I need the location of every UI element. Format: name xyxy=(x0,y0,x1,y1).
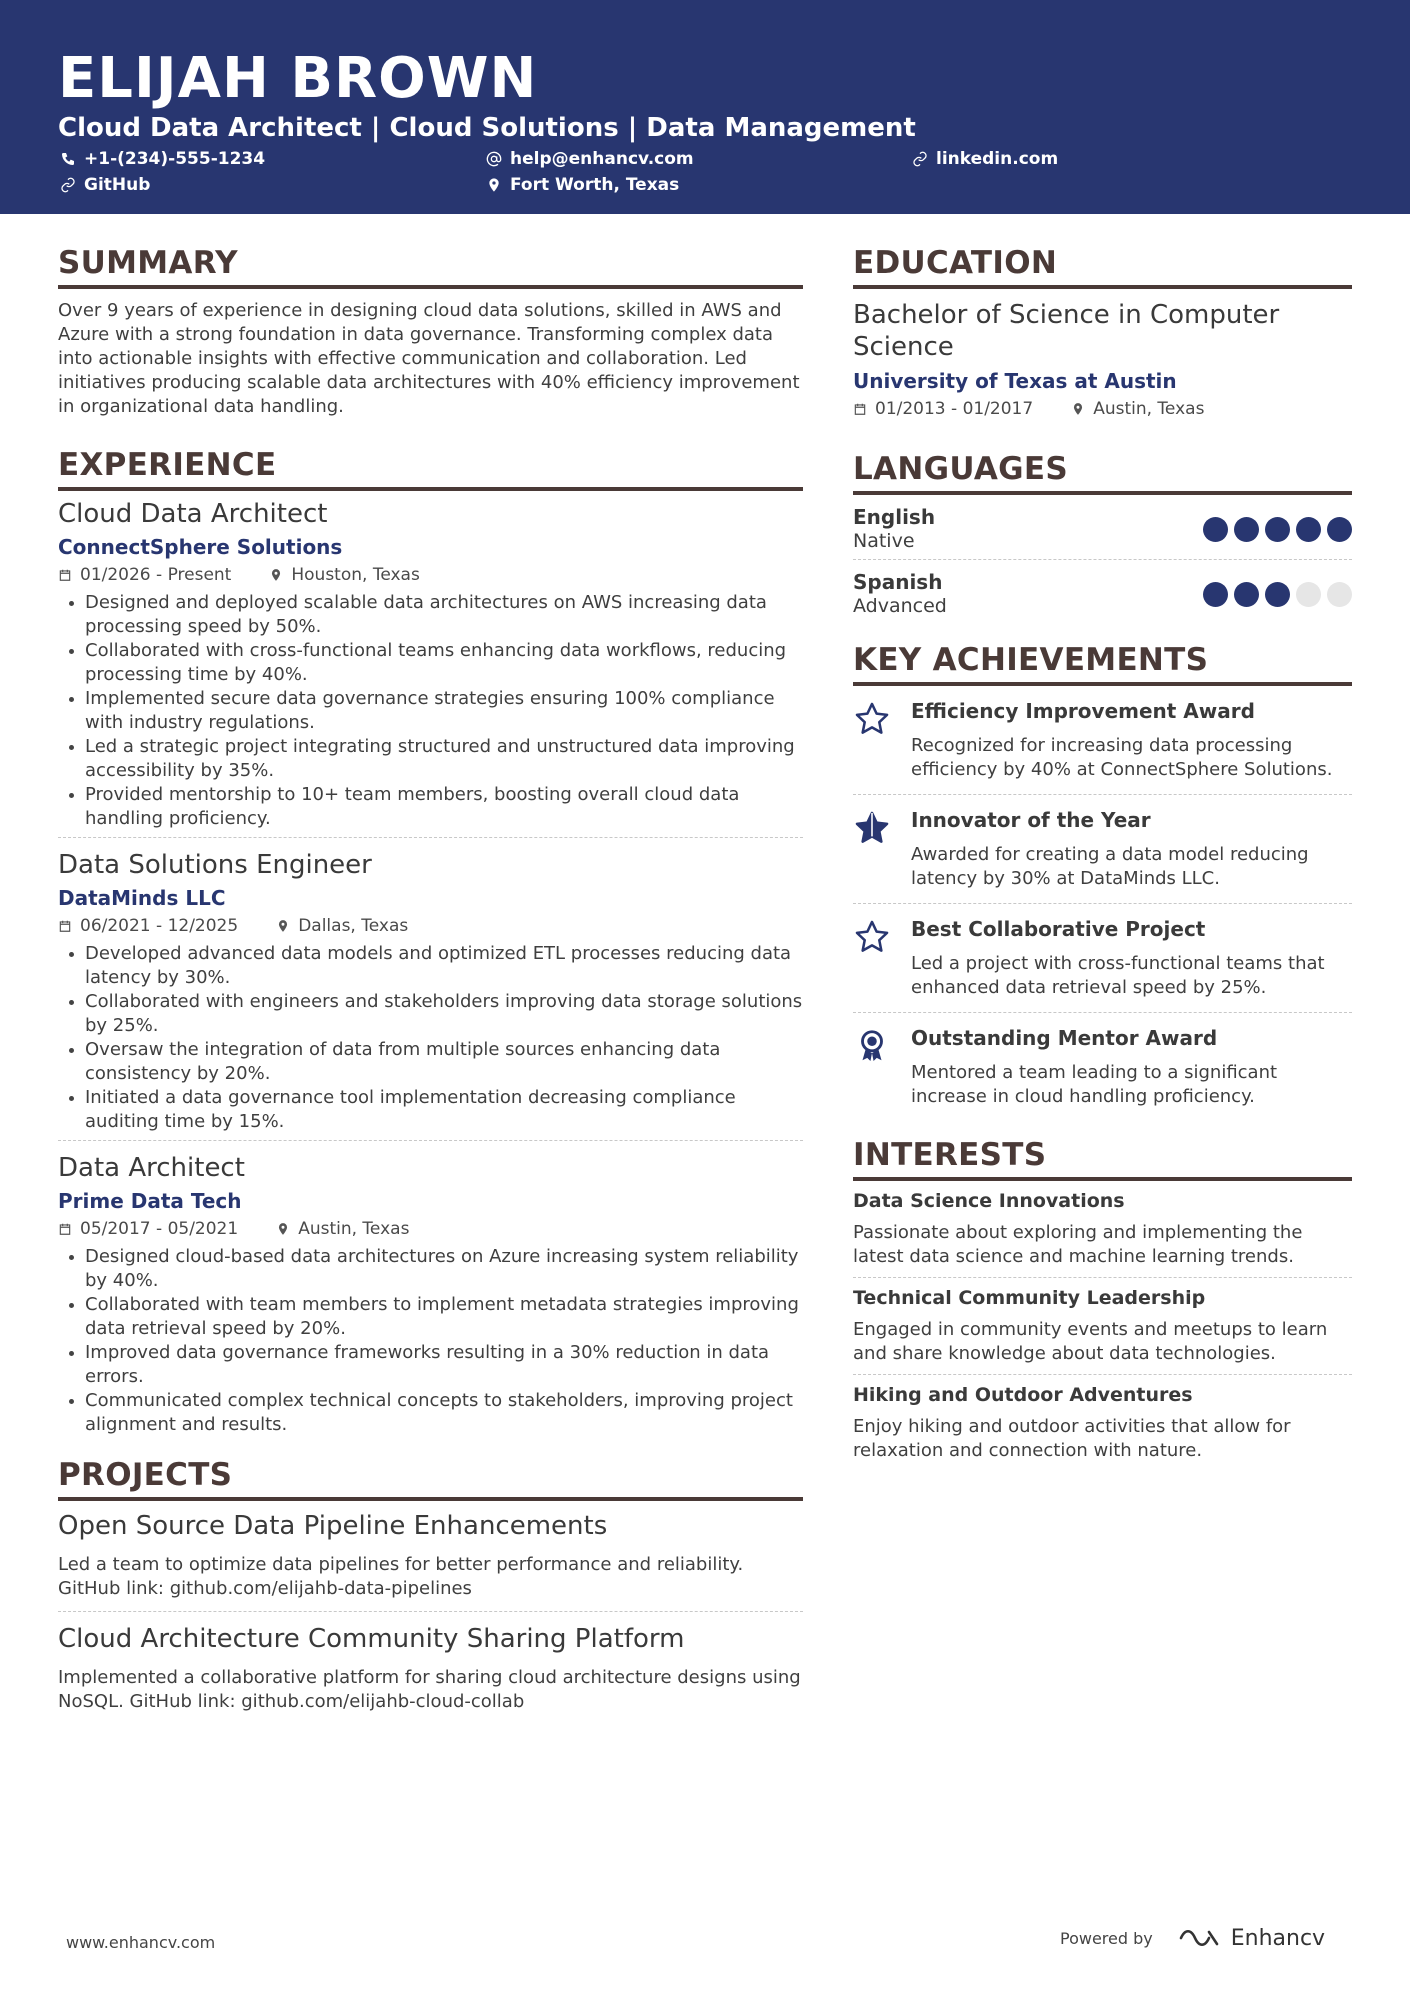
company-name: DataMinds LLC xyxy=(58,886,226,910)
brand-logo[interactable] xyxy=(1177,1925,1325,1951)
interest-entry xyxy=(853,1278,1352,1375)
phone-text: +1-(234)-555-1234 xyxy=(84,149,266,169)
proficiency-dot-filled xyxy=(1265,582,1290,607)
company-name: Prime Data Tech xyxy=(58,1189,242,1213)
map-pin-icon xyxy=(276,1222,290,1236)
proficiency-dot-filled xyxy=(1203,517,1228,542)
contact-linkedin[interactable] xyxy=(912,148,1058,170)
star-outline-icon xyxy=(853,918,891,956)
school-name: University of Texas at Austin xyxy=(853,369,1177,393)
achievement-description: Led a project with cross-functional teams that enhanced data retrieval speed by 25%. xyxy=(911,953,1325,998)
job-meta xyxy=(58,1217,803,1241)
proficiency-dot-filled xyxy=(1234,582,1259,607)
powered-by-text: Powered by xyxy=(1060,1928,1153,1948)
interest-description: Enjoy hiking and outdoor activities that allow for relaxation and connection with nature. xyxy=(853,1416,1291,1461)
enhancv-logo-icon xyxy=(1177,1925,1223,1951)
language-entry xyxy=(853,560,1352,624)
achievement-title: Best Collaborative Project xyxy=(911,917,1206,941)
bullet-item: Oversaw the integration of data from multiple sources enhancing data consistency by 20%. xyxy=(58,1038,803,1086)
calendar-icon xyxy=(58,1222,72,1236)
github-text: GitHub xyxy=(84,175,151,195)
left-column xyxy=(58,243,803,1734)
star-outline-icon xyxy=(853,700,891,738)
bullet-item: Communicated complex technical concepts to stakeholders, improving project alignment and results. xyxy=(58,1389,803,1437)
job-dates: 05/2017 - 05/2021 xyxy=(80,1219,239,1239)
achievement-description: Mentored a team leading to a significant increase in cloud handling proficiency. xyxy=(911,1062,1278,1107)
proficiency-dot-filled xyxy=(1234,517,1259,542)
section-title: EDUCATION xyxy=(853,243,1352,289)
proficiency-dot-empty xyxy=(1296,582,1321,607)
interest-title: Data Science Innovations xyxy=(853,1190,1125,1212)
bullet-item: Collaborated with cross-functional teams enhancing data workflows, reducing processing time by 40%. xyxy=(58,639,803,687)
bullet-item: Collaborated with team members to implement metadata strategies improving data retrieval speed by 20%. xyxy=(58,1293,803,1341)
bullet-item: Improved data governance frameworks resulting in a 30% reduction in data errors. xyxy=(58,1341,803,1389)
location-text: Fort Worth, Texas xyxy=(510,175,680,195)
star-filled-icon xyxy=(853,809,891,847)
job-title: Data Solutions Engineer xyxy=(58,850,372,880)
proficiency-dot-filled xyxy=(1203,582,1228,607)
job-bullets xyxy=(58,591,803,831)
achievement-description: Awarded for creating a data model reducing latency by 30% at DataMinds LLC. xyxy=(911,844,1309,889)
projects-section xyxy=(58,1455,803,1724)
job-dates: 06/2021 - 12/2025 xyxy=(80,916,239,936)
education-section xyxy=(853,243,1352,421)
right-column xyxy=(853,243,1352,1471)
phone-icon xyxy=(60,151,76,167)
job-dates: 01/2026 - Present xyxy=(80,565,232,585)
section-title: EXPERIENCE xyxy=(58,445,803,491)
interest-description: Passionate about exploring and implementing the latest data science and machine learning trends. xyxy=(853,1222,1303,1267)
brand-name: Enhancv xyxy=(1230,1925,1326,1951)
bullet-item: Implemented secure data governance strategies ensuring 100% compliance with industry regulations. xyxy=(58,687,803,735)
job-title: Data Architect xyxy=(58,1153,245,1183)
interest-title: Hiking and Outdoor Adventures xyxy=(853,1384,1193,1406)
bullet-item: Collaborated with engineers and stakeholders improving data storage solutions by 25%. xyxy=(58,990,803,1038)
link-icon xyxy=(60,177,76,193)
bullet-item: Developed advanced data models and optimized ETL processes reducing data latency by 30%. xyxy=(58,942,803,990)
job-meta xyxy=(58,914,803,938)
job-bullets xyxy=(58,942,803,1134)
interest-entry xyxy=(853,1375,1352,1471)
email-text: help@enhancv.com xyxy=(510,149,694,169)
company-name: ConnectSphere Solutions xyxy=(58,535,343,559)
contact-phone[interactable] xyxy=(60,148,265,170)
map-pin-icon xyxy=(276,919,290,933)
award-ribbon-icon xyxy=(853,1027,891,1065)
map-pin-icon xyxy=(269,568,283,582)
calendar-icon xyxy=(58,568,72,582)
achievement-description: Recognized for increasing data processing efficiency by 40% at ConnectSphere Solutions. xyxy=(911,735,1333,780)
languages-section xyxy=(853,449,1352,624)
language-entry xyxy=(853,495,1352,560)
bullet-item: Designed cloud-based data architectures on Azure increasing system reliability by 40%. xyxy=(58,1245,803,1293)
job-bullets xyxy=(58,1245,803,1437)
project-title: Cloud Architecture Community Sharing Platform xyxy=(58,1624,685,1654)
education-meta xyxy=(853,397,1352,421)
job-meta xyxy=(58,563,803,587)
education-dates: 01/2013 - 01/2017 xyxy=(875,399,1034,419)
proficiency-dot-filled xyxy=(1327,517,1352,542)
achievement-entry xyxy=(853,1013,1352,1121)
proficiency-dots xyxy=(1203,517,1352,542)
bullet-item: Provided mentorship to 10+ team members, boosting overall cloud data handling proficiency. xyxy=(58,783,803,831)
candidate-headline: Cloud Data Architect | Cloud Solutions | Data Management xyxy=(58,113,916,143)
resume-header xyxy=(0,0,1410,214)
candidate-name: ELIJAH BROWN xyxy=(58,46,538,111)
achievement-entry xyxy=(853,795,1352,904)
project-description: Implemented a collaborative platform for sharing cloud architecture designs using NoSQL. GitHub link: github.com/elijahb-cloud-collab xyxy=(58,1667,801,1712)
bullet-item: Led a strategic project integrating structured and unstructured data improving accessibility by 35%. xyxy=(58,735,803,783)
job-entry xyxy=(58,497,803,838)
linkedin-text: linkedin.com xyxy=(936,149,1059,169)
contact-email[interactable] xyxy=(486,148,694,170)
job-title: Cloud Data Architect xyxy=(58,499,328,529)
footer-website-link[interactable]: www.enhancv.com xyxy=(66,1933,216,1952)
achievement-title: Outstanding Mentor Award xyxy=(911,1026,1218,1050)
proficiency-dots xyxy=(1203,582,1352,607)
bullet-item: Designed and deployed scalable data architectures on AWS increasing data processing speed by 50%. xyxy=(58,591,803,639)
contact-github[interactable] xyxy=(60,174,150,196)
link-icon xyxy=(912,151,928,167)
achievement-entry xyxy=(853,904,1352,1013)
section-title: PROJECTS xyxy=(58,1455,803,1501)
footer-branding xyxy=(1060,1925,1325,1951)
calendar-icon xyxy=(853,402,867,416)
job-location: Houston, Texas xyxy=(291,565,420,585)
project-title: Open Source Data Pipeline Enhancements xyxy=(58,1511,608,1541)
at-sign-icon xyxy=(486,151,502,167)
interest-title: Technical Community Leadership xyxy=(853,1287,1206,1309)
job-location: Austin, Texas xyxy=(298,1219,410,1239)
language-name: English xyxy=(853,505,936,529)
proficiency-dot-filled xyxy=(1296,517,1321,542)
project-entry xyxy=(58,1509,803,1612)
job-entry xyxy=(58,848,803,1141)
summary-text: Over 9 years of experience in designing cloud data solutions, skilled in AWS and Azure with a strong foundation in data governance. Transforming complex data into actionable insights with effective communication and collaboration. Led initiatives producing scalable data architectures with 40% efficiency improvement in organizational data handling. xyxy=(58,300,800,417)
achievement-entry xyxy=(853,686,1352,795)
summary-section xyxy=(58,243,803,419)
education-location: Austin, Texas xyxy=(1093,399,1205,419)
experience-section xyxy=(58,445,803,1443)
section-title: INTERESTS xyxy=(853,1135,1352,1181)
achievements-section xyxy=(853,640,1352,1121)
proficiency-dot-empty xyxy=(1327,582,1352,607)
project-entry xyxy=(58,1622,803,1724)
bullet-item: Initiated a data governance tool implementation decreasing compliance auditing time by 15%. xyxy=(58,1086,803,1134)
achievement-title: Innovator of the Year xyxy=(911,808,1151,832)
degree-title: Bachelor of Science in Computer Science xyxy=(853,300,1280,362)
language-level: Native xyxy=(853,530,915,552)
section-title: SUMMARY xyxy=(58,243,803,289)
interest-entry xyxy=(853,1181,1352,1278)
map-pin-icon xyxy=(486,177,502,193)
achievement-title: Efficiency Improvement Award xyxy=(911,699,1255,723)
proficiency-dot-filled xyxy=(1265,517,1290,542)
interests-section xyxy=(853,1135,1352,1471)
section-title: LANGUAGES xyxy=(853,449,1352,495)
map-pin-icon xyxy=(1071,402,1085,416)
calendar-icon xyxy=(58,919,72,933)
section-title: KEY ACHIEVEMENTS xyxy=(853,640,1352,686)
job-location: Dallas, Texas xyxy=(298,916,409,936)
job-entry xyxy=(58,1151,803,1443)
language-level: Advanced xyxy=(853,595,947,617)
project-description: Led a team to optimize data pipelines for better performance and reliability. GitHub link: github.com/elijahb-data-pipelines xyxy=(58,1554,744,1599)
interest-description: Engaged in community events and meetups to learn and share knowledge about data technologies. xyxy=(853,1319,1328,1364)
language-name: Spanish xyxy=(853,570,943,594)
contact-location xyxy=(486,174,679,196)
